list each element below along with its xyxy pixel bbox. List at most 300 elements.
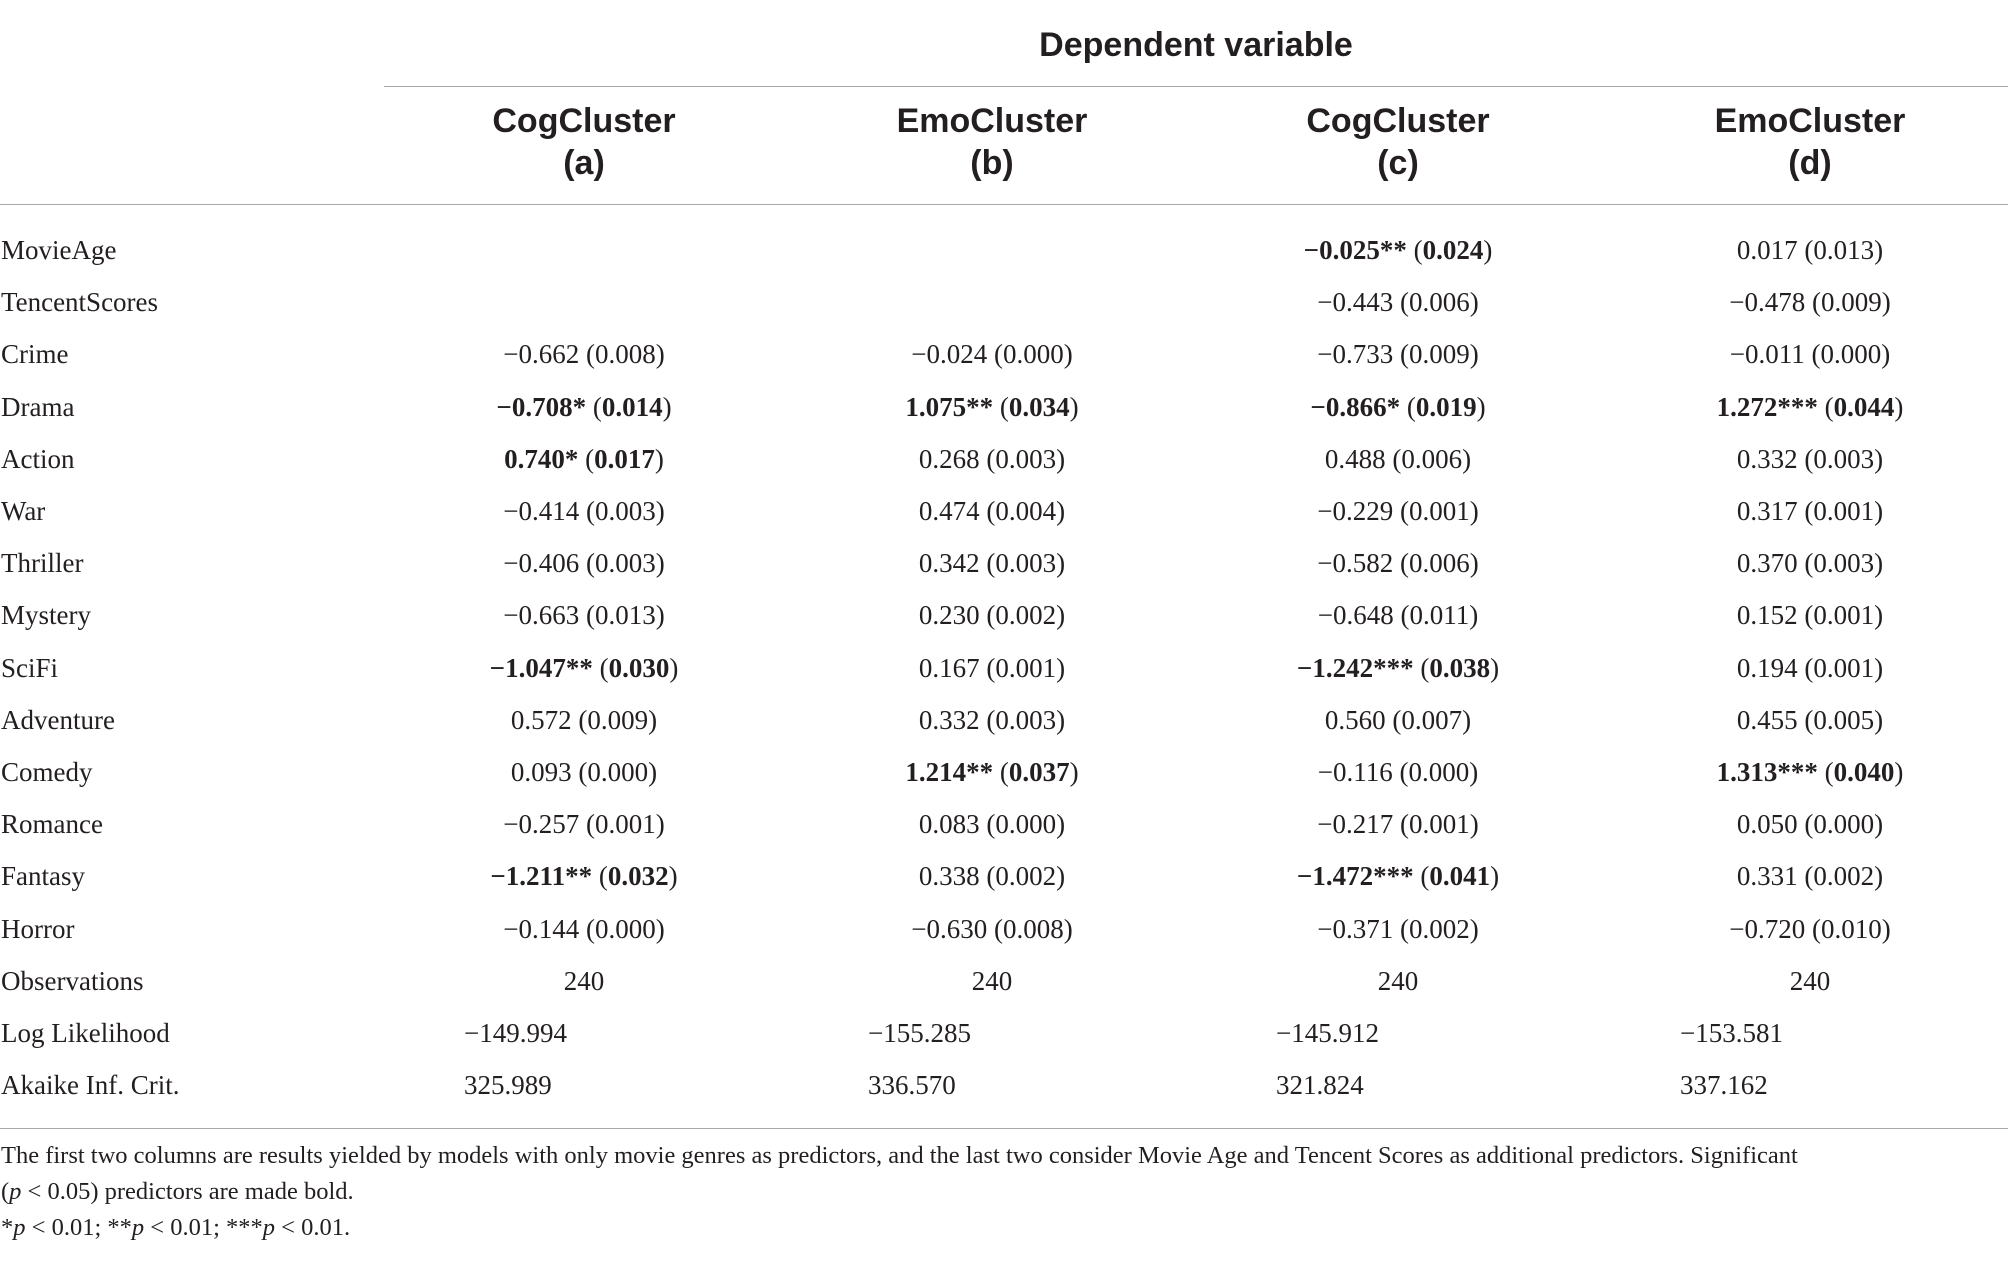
paren-open: ( — [1385, 704, 1402, 735]
standard-error-value: 0.009 — [1820, 287, 1882, 318]
column-label: (d) — [1788, 144, 1832, 182]
coefficient-cell — [1325, 694, 1471, 746]
standard-error-value: 0.001 — [1813, 496, 1875, 526]
paren-close: ) — [1874, 704, 1884, 735]
coefficient-cell — [503, 589, 664, 641]
table-row — [0, 694, 2008, 746]
column-name: EmoCluster — [1714, 102, 1906, 140]
standard-error-value: 0.044 — [1833, 391, 1895, 422]
paren-close: ) — [1469, 548, 1479, 579]
paren-close: ) — [1881, 913, 1891, 944]
coefficient-value: −0.217 — [1317, 809, 1394, 840]
coefficient-cell — [1737, 798, 1883, 850]
standard-error-value: 0.003 — [1813, 443, 1875, 474]
stat-value: 336.570 — [868, 1070, 956, 1101]
paren-close: ) — [1490, 861, 1500, 892]
coefficient-cell — [1737, 485, 1883, 537]
coefficient-value: 0.194 — [1736, 652, 1798, 683]
coefficient-cell — [1737, 589, 1883, 641]
header-bottom-rule — [0, 204, 2008, 205]
paren-open: ( — [1413, 652, 1430, 683]
paren-close: ) — [1874, 235, 1884, 265]
dependent-variable-header: Dependent variable — [1039, 26, 1353, 64]
standard-error-value: 0.002 — [1813, 861, 1875, 892]
coefficient-cell — [905, 746, 1078, 798]
coefficient-value: −0.478 — [1729, 287, 1806, 318]
coefficient-value: 0.332 — [1736, 443, 1798, 474]
row-label: Horror — [1, 913, 75, 944]
paren-open: ( — [993, 391, 1009, 422]
paren-open: ( — [579, 496, 595, 526]
coefficient-value: −0.371 — [1317, 913, 1394, 944]
stat-value: 240 — [1789, 965, 1831, 996]
coefficient-cell — [490, 850, 677, 902]
standard-error-value: 0.005 — [1813, 704, 1875, 735]
row-label: War — [1, 496, 46, 526]
coefficient-value: −0.582 — [1317, 548, 1394, 579]
coefficient-value: −0.663 — [503, 600, 580, 631]
coefficient-value: 0.560 — [1324, 704, 1386, 735]
paren-close: ) — [1469, 600, 1479, 631]
paren-close: ) — [1056, 600, 1066, 631]
paren-open: ( — [1392, 757, 1409, 787]
coefficient-value: −0.229 — [1317, 496, 1394, 526]
coefficient-cell — [1717, 746, 1904, 798]
coefficient-value: −1.242*** — [1296, 652, 1414, 683]
paren-close: ) — [1056, 652, 1066, 683]
coefficient-cell — [1737, 224, 1883, 276]
row-label: Adventure — [1, 704, 115, 735]
standard-error-value: 0.002 — [1408, 913, 1470, 944]
coefficient-cell — [496, 381, 671, 433]
coefficient-value: −0.733 — [1317, 339, 1394, 370]
standard-error-value: 0.000 — [594, 913, 656, 944]
coefficient-cell — [1737, 642, 1883, 694]
paren-close: ) — [1881, 287, 1891, 318]
paren-close: ) — [1069, 391, 1079, 422]
significance-legend: *p < 0.01; **p < 0.01; ***p < 0.01. — [1, 1214, 351, 1241]
standard-error-value: 0.000 — [1820, 339, 1882, 370]
paren-close: ) — [662, 391, 672, 422]
paren-close: ) — [654, 443, 664, 474]
standard-error-value: 0.007 — [1401, 704, 1463, 735]
paren-open: ( — [979, 652, 996, 683]
standard-error-value: 0.011 — [1409, 600, 1470, 631]
standard-error-value: 0.001 — [1408, 496, 1470, 526]
coefficient-value: −0.414 — [503, 496, 580, 526]
standard-error-value: 0.003 — [995, 548, 1057, 579]
coefficient-cell — [511, 746, 657, 798]
paren-open: ( — [1413, 861, 1430, 892]
paren-close: ) — [1063, 913, 1073, 944]
standard-error-value: 0.038 — [1429, 652, 1491, 683]
paren-close: ) — [1469, 809, 1479, 840]
coefficient-cell — [919, 537, 1065, 589]
column-label: (a) — [563, 144, 605, 182]
standard-error-value: 0.008 — [1002, 913, 1064, 944]
stat-value: 321.824 — [1276, 1070, 1364, 1101]
paren-open: ( — [979, 496, 996, 526]
coefficient-value: 0.740* — [504, 443, 579, 474]
paren-open: ( — [987, 339, 1003, 370]
paren-close: ) — [655, 600, 665, 631]
paren-close: ) — [1056, 704, 1066, 735]
coefficient-cell — [919, 433, 1065, 485]
standard-error-value: 0.037 — [1008, 757, 1070, 787]
paren-open: ( — [1797, 809, 1814, 840]
coefficient-value: 0.342 — [918, 548, 980, 579]
coefficient-cell — [490, 642, 679, 694]
coefficient-value: −0.257 — [503, 809, 580, 840]
coefficient-cell — [1317, 798, 1478, 850]
paren-close: ) — [1056, 548, 1066, 579]
paren-open: ( — [1797, 861, 1814, 892]
coefficient-value: 0.083 — [918, 809, 980, 840]
standard-error-value: 0.010 — [1820, 913, 1882, 944]
table-row — [0, 903, 2008, 955]
paren-close: ) — [1469, 913, 1479, 944]
paren-open: ( — [979, 861, 996, 892]
standard-error-value: 0.001 — [1813, 652, 1875, 683]
coefficient-cell — [503, 328, 664, 380]
row-label: Mystery — [1, 600, 91, 631]
paren-close: ) — [1462, 704, 1472, 735]
coefficient-value: −0.662 — [503, 339, 580, 370]
paren-close: ) — [1881, 339, 1891, 370]
coefficient-value: 1.075** — [905, 391, 994, 422]
paren-open: ( — [571, 757, 588, 787]
coefficient-cell — [1317, 537, 1478, 589]
coefficient-value: −0.630 — [911, 913, 988, 944]
standard-error-value: 0.003 — [995, 443, 1057, 474]
paren-open: ( — [1393, 600, 1410, 631]
stat-label: Akaike Inf. Crit. — [1, 1070, 180, 1101]
coefficient-cell — [1737, 433, 1883, 485]
coefficient-value: −1.047** — [489, 652, 593, 683]
paren-close: ) — [1469, 339, 1479, 370]
standard-error-value: 0.001 — [995, 652, 1057, 683]
coefficient-value: −0.866* — [1310, 391, 1401, 422]
paren-open: ( — [1805, 913, 1821, 944]
row-label: SciFi — [1, 652, 59, 683]
paren-open: ( — [1400, 391, 1416, 422]
paren-open: ( — [1393, 548, 1409, 579]
paren-open: ( — [1393, 339, 1409, 370]
paren-close: ) — [1874, 548, 1884, 579]
table-row — [0, 589, 2008, 641]
coefficient-value: 0.332 — [918, 704, 980, 735]
paren-close: ) — [1056, 861, 1066, 892]
coefficient-value: −0.144 — [503, 913, 580, 944]
table-row — [0, 850, 2008, 902]
standard-error-value: 0.003 — [995, 704, 1057, 735]
paren-open: ( — [1393, 809, 1409, 840]
paren-close: ) — [1469, 496, 1479, 526]
column-header-b — [790, 100, 1194, 184]
paren-close: ) — [1894, 757, 1904, 787]
coefficient-value: −0.708* — [496, 391, 587, 422]
row-label: Thriller — [1, 548, 84, 579]
coefficient-cell — [511, 694, 657, 746]
stat-value: −149.994 — [464, 1018, 567, 1048]
coefficient-value: 0.050 — [1736, 809, 1798, 840]
paren-open: ( — [979, 548, 996, 579]
table-row — [0, 537, 2008, 589]
table-notes — [1, 1138, 1991, 1246]
coefficient-cell — [919, 798, 1065, 850]
standard-error-value: 0.000 — [587, 757, 649, 787]
coefficient-value: 1.214** — [905, 757, 994, 787]
standard-error-value: 0.009 — [587, 704, 649, 735]
standard-error-value: 0.017 — [594, 443, 655, 474]
paren-open: ( — [579, 913, 595, 944]
coefficient-cell — [1318, 589, 1478, 641]
coefficient-value: 0.317 — [1736, 496, 1798, 526]
coefficient-cell — [905, 381, 1078, 433]
coefficient-cell — [1737, 850, 1883, 902]
stat-row — [0, 1007, 2008, 1059]
stat-label: Log Likelihood — [1, 1018, 170, 1048]
paren-close: ) — [1874, 496, 1884, 526]
coefficient-value: −0.406 — [503, 548, 580, 579]
paren-open: ( — [1797, 652, 1814, 683]
coefficient-cell — [1297, 850, 1499, 902]
standard-error-value: 0.003 — [594, 548, 656, 579]
column-label: (b) — [970, 144, 1014, 182]
table-bottom-rule — [0, 1128, 2008, 1129]
paren-close: ) — [655, 339, 665, 370]
coefficient-cell — [911, 328, 1072, 380]
standard-error-value: 0.004 — [995, 496, 1057, 526]
stat-value: −145.912 — [1276, 1018, 1379, 1048]
row-label: Comedy — [1, 757, 93, 787]
paren-close: ) — [668, 861, 678, 892]
coefficient-value: 0.331 — [1736, 861, 1798, 892]
coefficient-value: 0.474 — [918, 496, 980, 526]
paren-close: ) — [1469, 757, 1479, 787]
coefficient-cell — [1729, 903, 1890, 955]
coefficient-cell — [911, 903, 1072, 955]
coefficient-cell — [1317, 276, 1478, 328]
paren-open: ( — [1393, 287, 1409, 318]
paren-close: ) — [648, 757, 658, 787]
coefficient-value: 0.093 — [510, 757, 572, 787]
stat-row — [0, 955, 2008, 1007]
paren-close: ) — [669, 652, 679, 683]
standard-error-value: 0.006 — [1408, 548, 1470, 579]
standard-error-value: 0.001 — [1813, 600, 1875, 631]
coefficient-value: 0.370 — [1736, 548, 1798, 579]
table-row — [0, 433, 2008, 485]
paren-open: ( — [1385, 443, 1402, 474]
paren-open: ( — [1804, 339, 1821, 370]
standard-error-value: 0.041 — [1429, 861, 1491, 892]
standard-error-value: 0.006 — [1408, 287, 1470, 318]
coefficient-value: −1.211** — [490, 861, 593, 892]
coefficient-value: −0.024 — [911, 339, 988, 370]
standard-error-value: 0.009 — [1408, 339, 1470, 370]
paren-open: ( — [1393, 496, 1409, 526]
coefficient-cell — [919, 850, 1065, 902]
paren-open: ( — [592, 652, 609, 683]
coefficient-cell — [503, 485, 664, 537]
row-label: Drama — [1, 391, 75, 422]
row-label: Romance — [1, 809, 103, 840]
table-row — [0, 746, 2008, 798]
coefficient-cell — [919, 694, 1065, 746]
paren-open: ( — [993, 757, 1009, 787]
stat-value: 240 — [971, 965, 1013, 996]
paren-open: ( — [1797, 704, 1814, 735]
stat-value: −153.581 — [1680, 1018, 1783, 1048]
paren-close: ) — [1063, 339, 1073, 370]
paren-open: ( — [579, 548, 595, 579]
column-name: EmoCluster — [896, 102, 1088, 140]
paren-open: ( — [979, 443, 996, 474]
paren-open: ( — [1797, 443, 1814, 474]
table-row — [0, 798, 2008, 850]
coefficient-value: 0.572 — [510, 704, 572, 735]
paren-open: ( — [1817, 391, 1834, 422]
standard-error-value: 0.019 — [1415, 391, 1477, 422]
coefficient-cell — [1310, 381, 1485, 433]
coefficient-cell — [1318, 746, 1478, 798]
coefficient-cell — [919, 642, 1065, 694]
paren-close: ) — [1490, 652, 1500, 683]
paren-open: ( — [1817, 757, 1834, 787]
paren-close: ) — [655, 548, 665, 579]
table-row — [0, 276, 2008, 328]
coefficient-value: 0.230 — [918, 600, 980, 631]
table-row — [0, 224, 2008, 276]
standard-error-value: 0.001 — [1408, 809, 1470, 840]
coefficient-cell — [503, 798, 664, 850]
column-name: CogCluster — [1306, 102, 1490, 140]
paren-close: ) — [1483, 235, 1493, 265]
coefficient-cell — [1325, 433, 1471, 485]
coefficient-cell — [1317, 328, 1478, 380]
coefficient-value: −0.443 — [1317, 287, 1394, 318]
paren-open: ( — [1406, 235, 1423, 265]
standard-error-value: 0.040 — [1833, 757, 1895, 787]
paren-close: ) — [1874, 809, 1884, 840]
coefficient-value: 0.268 — [918, 443, 980, 474]
standard-error-value: 0.024 — [1422, 235, 1484, 265]
standard-error-value: 0.002 — [995, 600, 1057, 631]
coefficient-value: 1.272*** — [1716, 391, 1818, 422]
stat-value: −155.285 — [868, 1018, 971, 1048]
standard-error-value: 0.003 — [1813, 548, 1875, 579]
coefficient-cell — [503, 903, 664, 955]
row-label: Action — [1, 443, 75, 474]
header-divider — [384, 86, 2008, 87]
coefficient-value: −0.648 — [1317, 600, 1394, 631]
standard-error-value: 0.034 — [1008, 391, 1070, 422]
table-row — [0, 381, 2008, 433]
standard-error-value: 0.002 — [995, 861, 1057, 892]
stat-row — [0, 1059, 2008, 1111]
paren-open: ( — [1805, 287, 1821, 318]
standard-error-value: 0.013 — [594, 600, 656, 631]
standard-error-value: 0.006 — [1401, 443, 1463, 474]
coefficient-value: −0.116 — [1317, 757, 1393, 787]
paren-close: ) — [655, 496, 665, 526]
coefficient-cell — [1730, 328, 1890, 380]
standard-error-value: 0.032 — [607, 861, 669, 892]
paren-close: ) — [1462, 443, 1472, 474]
paren-close: ) — [1056, 809, 1066, 840]
coefficient-cell — [1737, 694, 1883, 746]
coefficient-value: −0.025** — [1303, 235, 1407, 265]
paren-open: ( — [979, 809, 996, 840]
column-header-c — [1196, 100, 1600, 184]
standard-error-value: 0.000 — [1408, 757, 1470, 787]
paren-close: ) — [655, 913, 665, 944]
paren-open: ( — [1797, 235, 1814, 265]
stat-value: 240 — [563, 965, 605, 996]
paren-open: ( — [979, 600, 996, 631]
coefficient-value: 1.313*** — [1716, 757, 1818, 787]
row-label: Crime — [1, 339, 69, 370]
stat-value: 325.989 — [464, 1070, 552, 1101]
paren-close: ) — [1469, 287, 1479, 318]
paren-open: ( — [979, 704, 996, 735]
paren-close: ) — [1056, 496, 1066, 526]
coefficient-value: −1.472*** — [1296, 861, 1414, 892]
paren-open: ( — [1797, 496, 1814, 526]
coefficient-value: −0.720 — [1729, 913, 1806, 944]
stat-value: 240 — [1377, 965, 1419, 996]
standard-error-value: 0.003 — [594, 496, 656, 526]
coefficient-cell — [1317, 485, 1478, 537]
coefficient-cell — [1297, 642, 1499, 694]
coefficient-value: 0.017 — [1736, 235, 1798, 265]
coefficient-cell — [919, 589, 1065, 641]
coefficient-cell — [503, 537, 664, 589]
paren-open: ( — [1797, 548, 1814, 579]
coefficient-cell — [1737, 537, 1883, 589]
paren-open: ( — [1797, 600, 1814, 631]
table-row — [0, 642, 2008, 694]
notes-line: (p < 0.05) predictors are made bold. — [1, 1178, 354, 1205]
coefficient-value: 0.455 — [1736, 704, 1798, 735]
column-label: (c) — [1377, 144, 1419, 182]
stat-value: 337.162 — [1680, 1070, 1768, 1101]
standard-error-value: 0.030 — [608, 652, 670, 683]
paren-close: ) — [1874, 861, 1884, 892]
coefficient-value: 0.167 — [918, 652, 980, 683]
paren-open: ( — [579, 339, 595, 370]
coefficient-cell — [1304, 224, 1493, 276]
paren-close: ) — [1874, 443, 1884, 474]
standard-error-value: 0.000 — [1002, 339, 1064, 370]
paren-close: ) — [1874, 652, 1884, 683]
paren-close: ) — [648, 704, 658, 735]
paren-open: ( — [579, 809, 595, 840]
paren-close: ) — [655, 809, 665, 840]
coefficient-cell — [504, 433, 664, 485]
paren-open: ( — [1393, 913, 1409, 944]
coefficient-value: 0.488 — [1324, 443, 1386, 474]
standard-error-value: 0.000 — [1813, 809, 1875, 840]
column-name: CogCluster — [492, 102, 676, 140]
notes-line: The first two columns are results yielded by models with only movie genres as predictors, and the last two consider Movie Age and Tencent Scores as additional predictors. Significant — [1, 1142, 1798, 1169]
standard-error-value: 0.001 — [594, 809, 656, 840]
paren-open: ( — [578, 443, 595, 474]
coefficient-cell — [919, 485, 1065, 537]
column-header-a — [382, 100, 786, 184]
row-label: TencentScores — [1, 287, 159, 318]
